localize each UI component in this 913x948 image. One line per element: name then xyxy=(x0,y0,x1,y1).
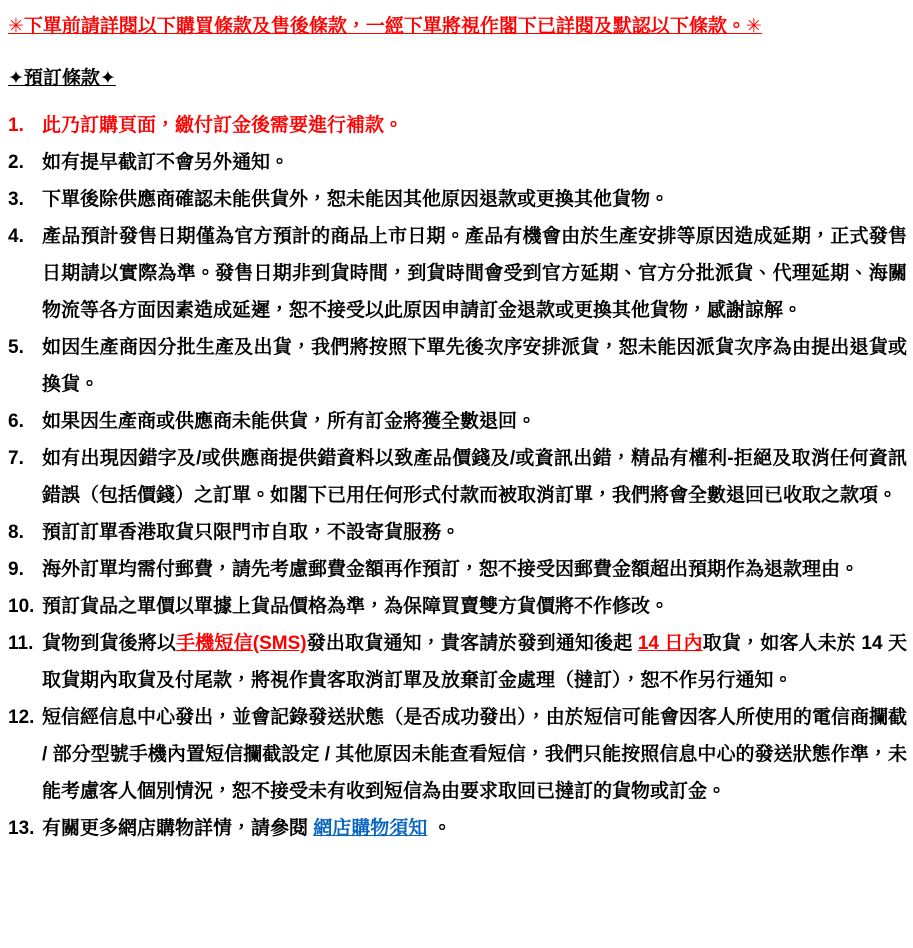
term-item xyxy=(8,440,907,514)
term-item xyxy=(8,810,907,847)
term-number: 9. xyxy=(8,559,24,580)
term-text xyxy=(42,551,907,588)
term-number: 8. xyxy=(8,522,24,543)
text-segment: 如果因生產商或供應商未能供貨，所有訂金將獲全數退回。 xyxy=(42,411,537,432)
text-segment: 如有出現因錯字及/或供應商提供錯資料以致產品價錢及/或資訊出錯，精品有權利-拒絕及取消任何資訊錯誤（包括價錢）之訂單。如閣下已用任何形式付款而被取消訂單，我們將會全數退回已收取之款項。 xyxy=(42,448,907,506)
term-item xyxy=(8,403,907,440)
term-item xyxy=(8,218,907,329)
term-text xyxy=(42,440,907,514)
term-item xyxy=(8,699,907,810)
text-segment: 下單後除供應商確認未能供貨外，恕未能因其他原因退款或更換其他貨物。 xyxy=(42,189,670,210)
term-item xyxy=(8,625,907,699)
text-segment: 貨物到貨後將以 xyxy=(42,633,177,654)
term-number: 2. xyxy=(8,152,24,173)
term-item xyxy=(8,329,907,403)
term-number: 4. xyxy=(8,226,24,247)
term-text xyxy=(42,514,907,551)
term-text xyxy=(42,144,907,181)
term-item xyxy=(8,144,907,181)
term-number: 13. xyxy=(8,818,35,839)
term-text xyxy=(42,625,907,699)
term-number: 6. xyxy=(8,411,24,432)
text-segment: 。 xyxy=(427,818,452,839)
section-heading-preorder-terms: ✦預訂條款✦ xyxy=(8,68,116,89)
term-item xyxy=(8,551,907,588)
sms-highlight: 手機短信(SMS) xyxy=(176,633,307,654)
term-text xyxy=(42,329,907,403)
page-title: ✳下單前請詳閱以下購買條款及售後條款，一經下單將視作閣下已詳閱及默認以下條款。✳ xyxy=(8,16,762,37)
term-item xyxy=(8,107,907,144)
term-number: 12. xyxy=(8,707,35,728)
text-segment: 預訂訂單香港取貨只限門市自取，不設寄貨服務。 xyxy=(42,522,461,543)
term-text xyxy=(42,107,907,144)
text-segment: 取貨，如客人未於 14 天取貨期內取貨及付尾款，將視作貴客取消訂單及放棄訂金處理（撻訂），恕不作另行通知。 xyxy=(42,633,907,691)
term-text xyxy=(42,218,907,329)
text-segment: 產品預計發售日期僅為官方預計的商品上市日期。產品有機會由於生產安排等原因造成延期，正式發售日期請以實際為準。發售日期非到貨時間，到貨時間會受到官方延期、官方分批派貨、代理延期、海關物流等各方面因素造成延遲，恕不接受以此原因申請訂金退款或更換其他貨物，感謝諒解。 xyxy=(42,226,907,321)
text-segment: 有關更多網店購物詳情，請參閱 xyxy=(42,818,314,839)
term-number: 3. xyxy=(8,189,24,210)
term-text xyxy=(42,403,907,440)
text-segment: 如有提早截訂不會另外通知。 xyxy=(42,152,290,173)
term-number: 5. xyxy=(8,337,24,358)
term-item xyxy=(8,514,907,551)
term-number: 7. xyxy=(8,448,24,469)
term-item xyxy=(8,181,907,218)
terms-list xyxy=(8,107,907,847)
text-segment: 如因生產商因分批生產及出貨，我們將按照下單先後次序安排派貨，恕未能因派貨次序為由提出退貨或換貨。 xyxy=(42,337,907,395)
text-segment: 短信經信息中心發出，並會記錄發送狀態（是否成功發出），由於短信可能會因客人所使用的電信商攔截 / 部分型號手機內置短信攔截設定 / 其他原因未能查看短信，我們只能按照信息中心的發送狀態作準，未能考慮客人個別情況，恕不接受未有收到短信為由要求取回已撻訂的貨物或訂金。 xyxy=(42,707,907,802)
pickup-deadline-highlight: 14 日內 xyxy=(637,633,703,654)
term-number: 11. xyxy=(8,633,34,654)
text-segment: 海外訂單均需付郵費，請先考慮郵費金額再作預訂，恕不接受因郵費金額超出預期作為退款理由。 xyxy=(42,559,860,580)
term-text xyxy=(42,810,907,847)
term-number: 1. xyxy=(8,115,24,136)
term-text xyxy=(42,181,907,218)
term-text xyxy=(42,588,907,625)
text-segment: 預訂貨品之單價以單據上貨品價格為準，為保障買賣雙方貨價將不作修改。 xyxy=(42,596,670,617)
text-segment: 此乃訂購頁面，繳付訂金後需要進行補款。 xyxy=(42,115,404,136)
term-number: 10. xyxy=(8,596,35,617)
term-item xyxy=(8,588,907,625)
term-text xyxy=(42,699,907,810)
store-shopping-notice-link[interactable]: 網店購物須知 xyxy=(313,818,428,839)
text-segment: 發出取貨通知，貴客請於發到通知後起 xyxy=(306,633,638,654)
